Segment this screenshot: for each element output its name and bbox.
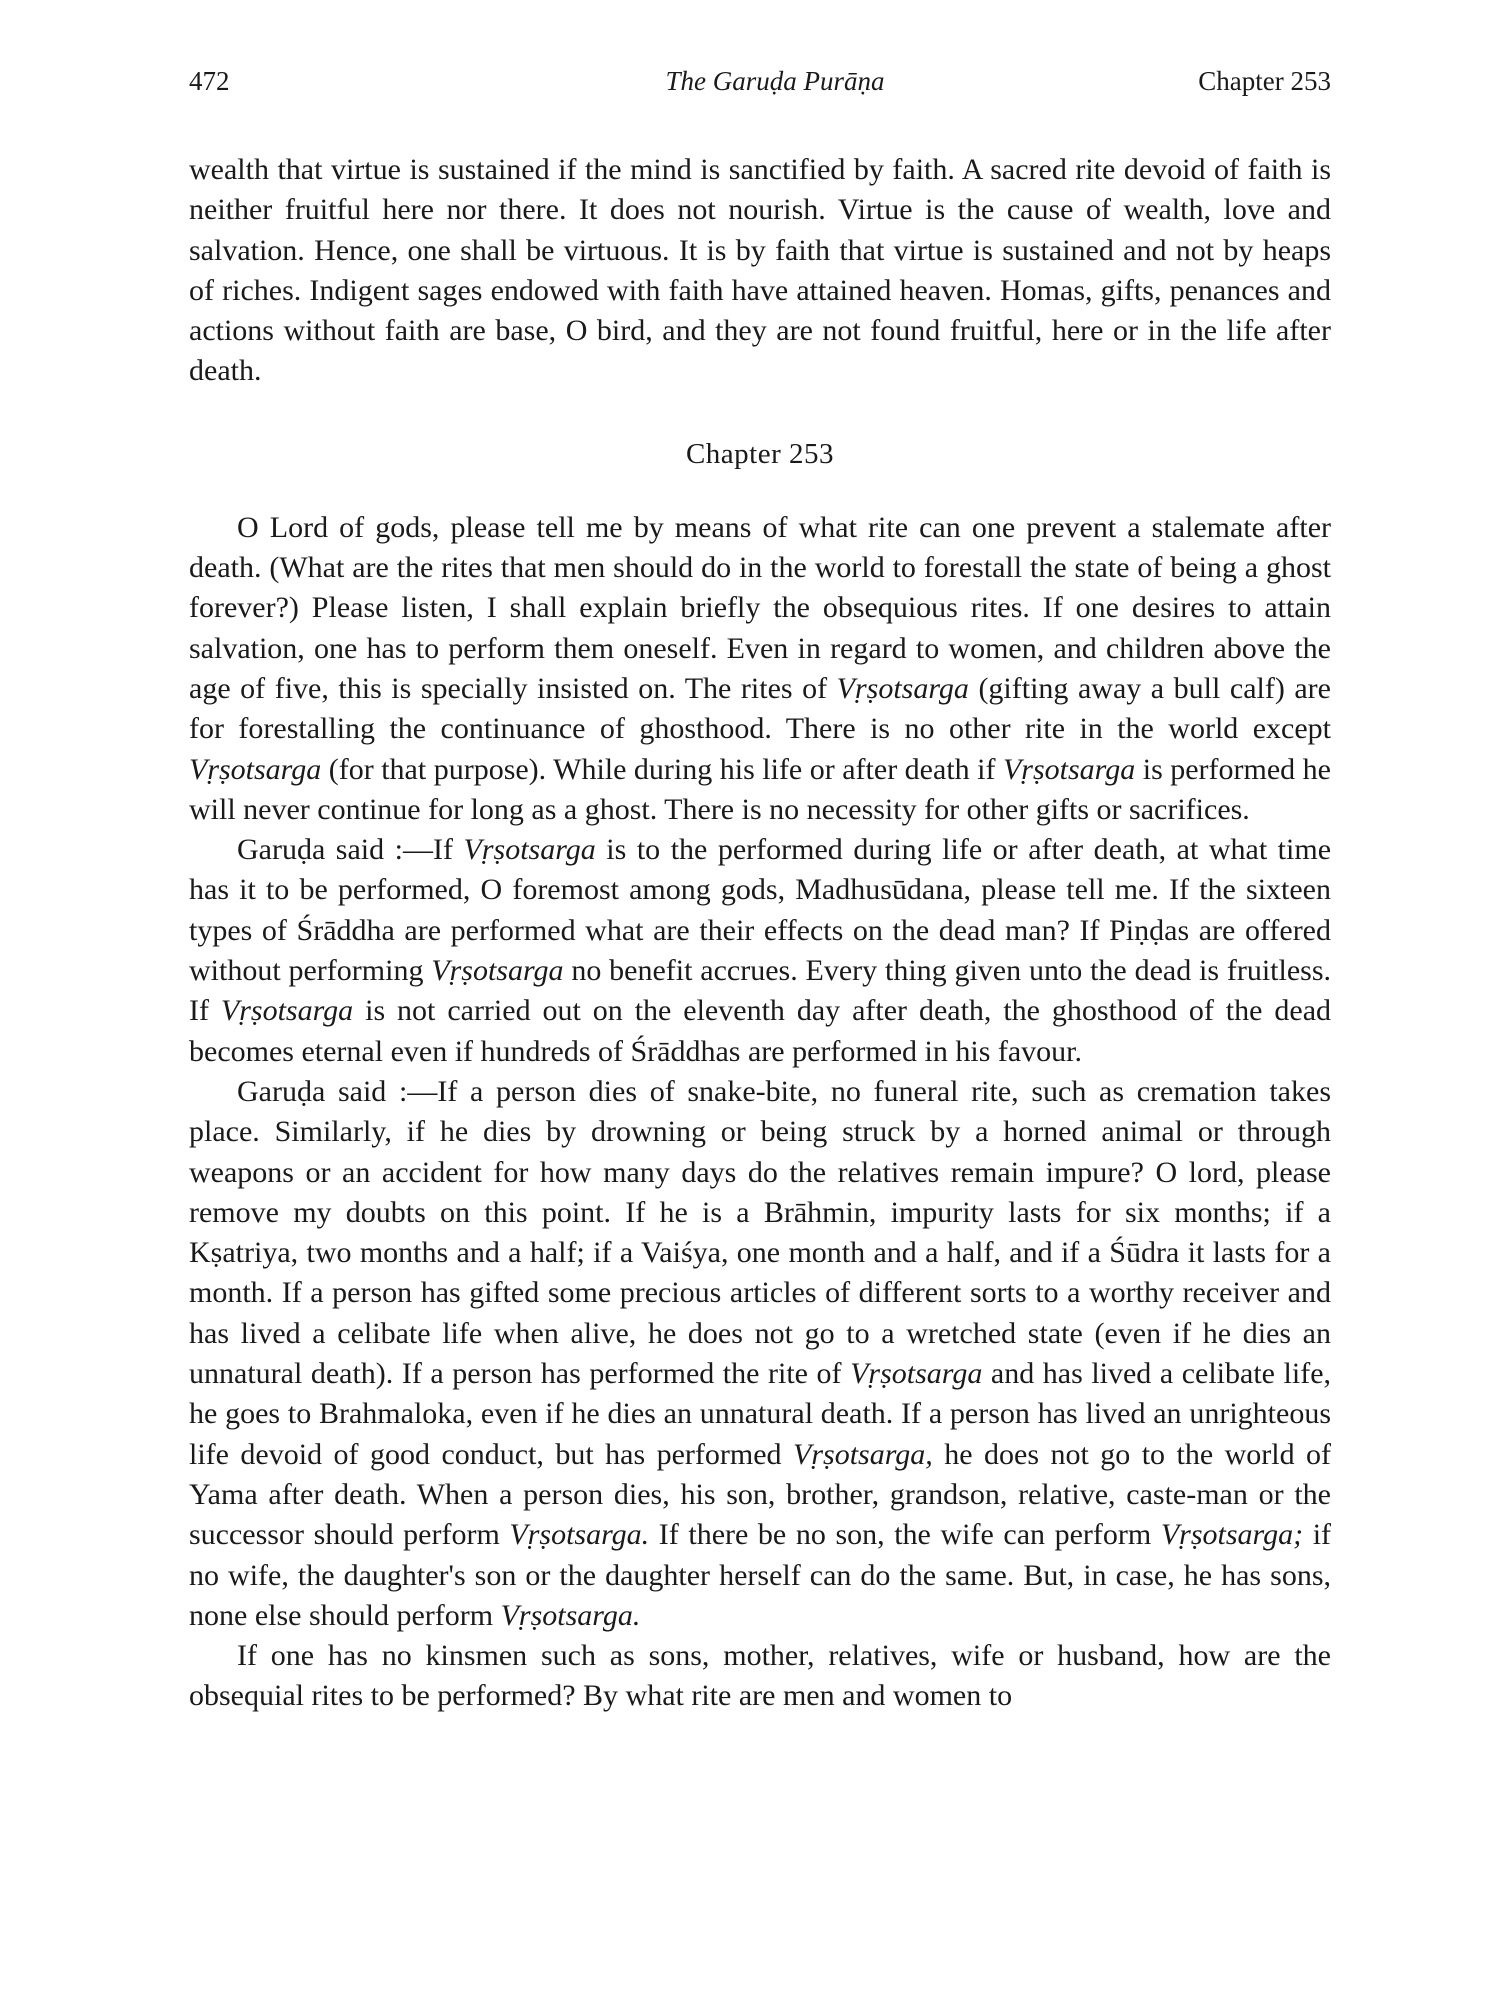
- text-run: Garuḍa said :—If: [237, 833, 453, 867]
- paragraph-garuda-unnatural-death: [189, 1072, 1331, 1636]
- term-vrsotsarga: Vṛṣotsarga: [189, 752, 322, 786]
- text-run: and has lived a celibate life, he goes to Brahmaloka, even if he dies an unnatural death. If a person has lived an unrighteous life devoid of good conduct, but has performed: [189, 1357, 1332, 1471]
- carryover-paragraph: wealth that virtue is sustained if the mind is sanctified by faith. A sacred rite devoid of faith is neither fruitful here nor there. It does not nourish. Virtue is the cause of wealth, love and salvation. Hence, one shall be virtuous. It is by faith that virtue is sustained and not by heaps of riches. Indigent sages endowed with faith have attained heaven. Homas, gifts, penances and actions without faith are base, O bird, and they are not found fruitful, here or in the life after death.: [189, 153, 1331, 388]
- text-run: is to the performed during life or after death, at what time has it to be performed, O foremost among gods, Madhusūdana, please tell me. If the sixteen types of Śrāddha are performed what are their effects on the dead man? If Piṇḍas are offered without performing: [189, 833, 1332, 988]
- text-run: (gifting away a bull calf) are for forestalling the continuance of ghosthood. There is no other rite in the world except: [189, 671, 1331, 746]
- text-run: if no wife, the daughter's son or the daughter herself can do the same. But, in case, he has sons, none else should perform: [189, 1518, 1332, 1632]
- term-vrsotsarga: Vṛṣotsarga: [431, 954, 564, 988]
- term-vrsotsarga: Vṛṣotsarga: [1002, 752, 1136, 786]
- term-vrsotsarga: Vṛṣotsarga;: [1160, 1518, 1304, 1552]
- running-head: [189, 66, 1331, 106]
- term-vrsotsarga: Vṛṣotsarga: [836, 671, 969, 705]
- text-run: (for that purpose). While during his life or after death if: [328, 752, 996, 786]
- term-vrsotsarga: Vṛṣotsarga.: [509, 1518, 650, 1552]
- paragraph-no-kinsmen: If one has no kinsmen such as sons, mother, relatives, wife or husband, how are the obsequial rites to be performed? By what rite are men and women to: [189, 1639, 1331, 1713]
- text-run: is not carried out on the eleventh day after death, the ghosthood of the dead becomes eternal even if hundreds of Śrāddhas are performed in his favour.: [189, 994, 1332, 1068]
- text-run: If there be no son, the wife can perform: [658, 1518, 1152, 1552]
- chapter-heading: Chapter 253: [685, 437, 835, 470]
- book-title: The Garuḍa Purāṇa: [665, 66, 885, 96]
- text-run: he does not go to the world of Yama after death. When a person dies, his son, brother, grandson, relative, caste-man or the successor should perform: [189, 1437, 1332, 1552]
- text-run: is performed he will never continue for long as a ghost. There is no necessity for other gifts or sacrifices.: [189, 752, 1331, 826]
- book-page: [189, 66, 1331, 1717]
- term-vrsotsarga: Vṛṣotsarga: [463, 833, 596, 867]
- paragraph-lord-of-gods: [189, 508, 1331, 830]
- text-run: Garuḍa said :—If a person dies of snake-bite, no funeral rite, such as cremation takes place. Similarly, if he dies by drowning or being struck by a horned animal or through weapons or an accident for how many days do the relatives remain impure? O lord, please remove my doubts on this point. If he is a Brāhmin, impurity lasts for six months; if a Kṣatriya, two months and a half; if a Vaiśya, one month and a half, and if a Śūdra it lasts for a month. If a person has gifted some precious articles of different sorts to a worthy receiver and has lived a celibate life when alive, he does not go to a wretched state (even if he dies an unnatural death). If a person has performed the rite of: [189, 1074, 1331, 1391]
- text-run: O Lord of gods, please tell me by means of what rite can one prevent a stalemate after death. (What are the rites that men should do in the world to forestall the state of being a ghost forever?) Please listen, I shall explain briefly the obsequious rites. If one desires to attain salvation, one has to perform them oneself. Even in regard to women, and children above the age of five, this is specially insisted on. The rites of: [189, 510, 1331, 705]
- paragraph-garuda-question-time: [189, 830, 1331, 1072]
- term-vrsotsarga: Vṛṣotsarga: [850, 1357, 983, 1391]
- term-vrsotsarga: Vṛṣotsarga.: [500, 1598, 641, 1632]
- term-vrsotsarga: Vṛṣotsarga: [220, 994, 354, 1028]
- page-number: 472: [189, 66, 230, 96]
- running-head-chapter: Chapter 253: [1198, 66, 1331, 96]
- term-vrsotsarga: Vṛṣotsarga,: [793, 1437, 933, 1471]
- text-run: no benefit accrues. Every thing given unto the dead is fruitless. If: [189, 954, 1332, 1028]
